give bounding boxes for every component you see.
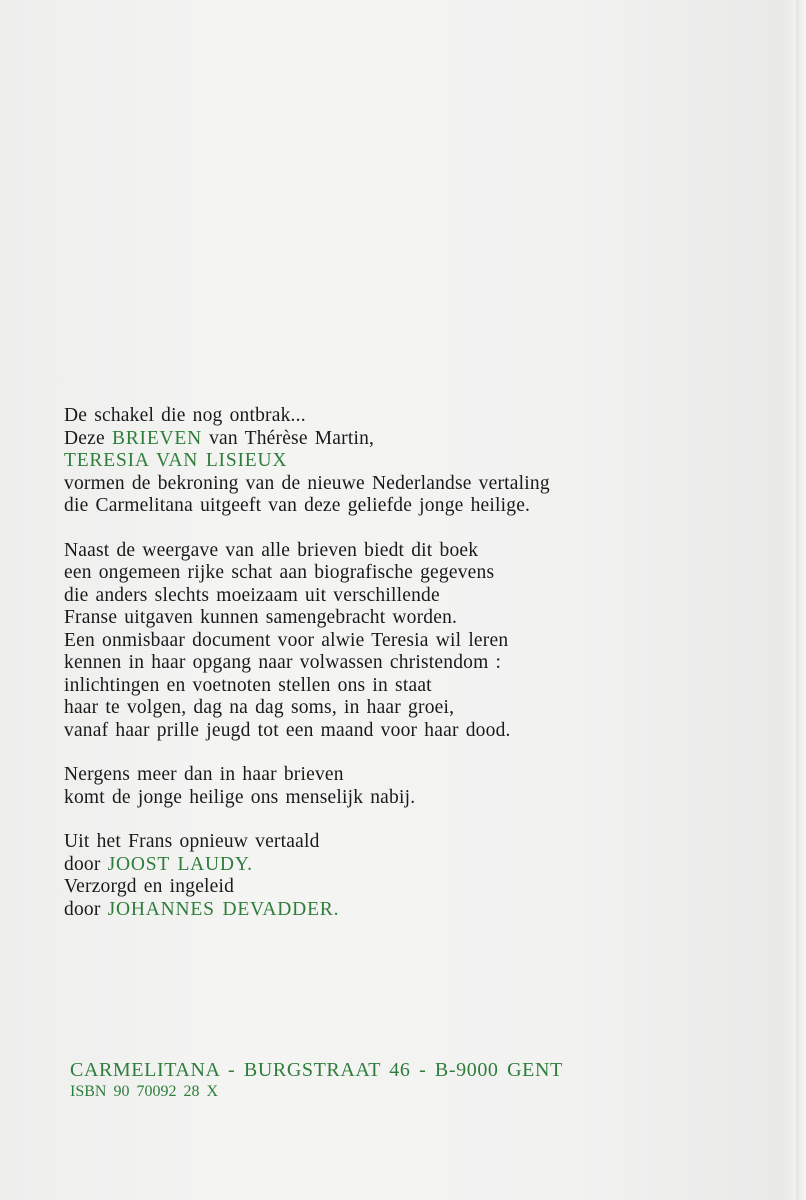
saint-name: TERESIA VAN LISIEUX	[64, 450, 288, 471]
credits-line	[64, 854, 550, 877]
blurb	[64, 405, 550, 943]
blurb-paragraph-closing	[64, 764, 550, 809]
description-line: inlichtingen en voetnoten stellen ons in staat	[64, 674, 432, 696]
description-line: vanaf haar prille jeugd tot een maand voor haar dood.	[64, 719, 511, 741]
description-line: kennen in haar opgang naar volwassen christendom :	[64, 652, 502, 673]
intro-line: vormen de bekroning van de nieuwe Nederlandse vertaling	[64, 472, 550, 494]
publisher-address: CARMELITANA - BURGSTRAAT 46 - B-9000 GENT	[70, 1059, 563, 1081]
isbn: ISBN 90 70092 28 X	[70, 1083, 219, 1100]
text: door	[64, 898, 108, 920]
intro-line: die Carmelitana uitgeeft van deze geliefde jonge heilige.	[64, 495, 531, 516]
closing-line: Nergens meer dan in haar brieven	[64, 764, 344, 785]
closing-line: komt de jonge heilige ons menselijk nabij.	[64, 786, 416, 808]
text: door	[64, 853, 108, 875]
description-line: een ongemeen rijke schat aan biografische gegevens	[64, 562, 495, 583]
description-line: die anders slechts moeizaam uit verschillende	[64, 584, 440, 606]
description-line: Een onmisbaar document voor alwie Teresia wil leren	[64, 629, 509, 651]
editor-name: JOHANNES DEVADDER.	[107, 898, 340, 920]
blurb-paragraph-description	[64, 540, 550, 743]
description-line: haar te volgen, dag na dag soms, in haar groei,	[64, 697, 455, 718]
text: van Thérèse Martin,	[202, 427, 375, 449]
cover-edge	[796, 0, 806, 1200]
credits	[64, 831, 550, 921]
credits-line: Verzorgd en ingeleid	[64, 876, 235, 897]
blurb-paragraph-intro	[64, 405, 550, 518]
description-line: Franse uitgaven kunnen samengebracht worden.	[64, 607, 458, 628]
credits-line: Uit het Frans opnieuw vertaald	[64, 831, 320, 852]
intro-line: De schakel die nog ontbrak...	[64, 405, 306, 426]
credits-line	[64, 899, 550, 922]
title-highlight: BRIEVEN	[111, 427, 203, 449]
translator-name: JOOST LAUDY.	[107, 853, 253, 875]
intro-line	[64, 428, 550, 451]
text: Deze	[64, 427, 112, 449]
description-line: Naast de weergave van alle brieven biedt dit boek	[64, 539, 479, 561]
